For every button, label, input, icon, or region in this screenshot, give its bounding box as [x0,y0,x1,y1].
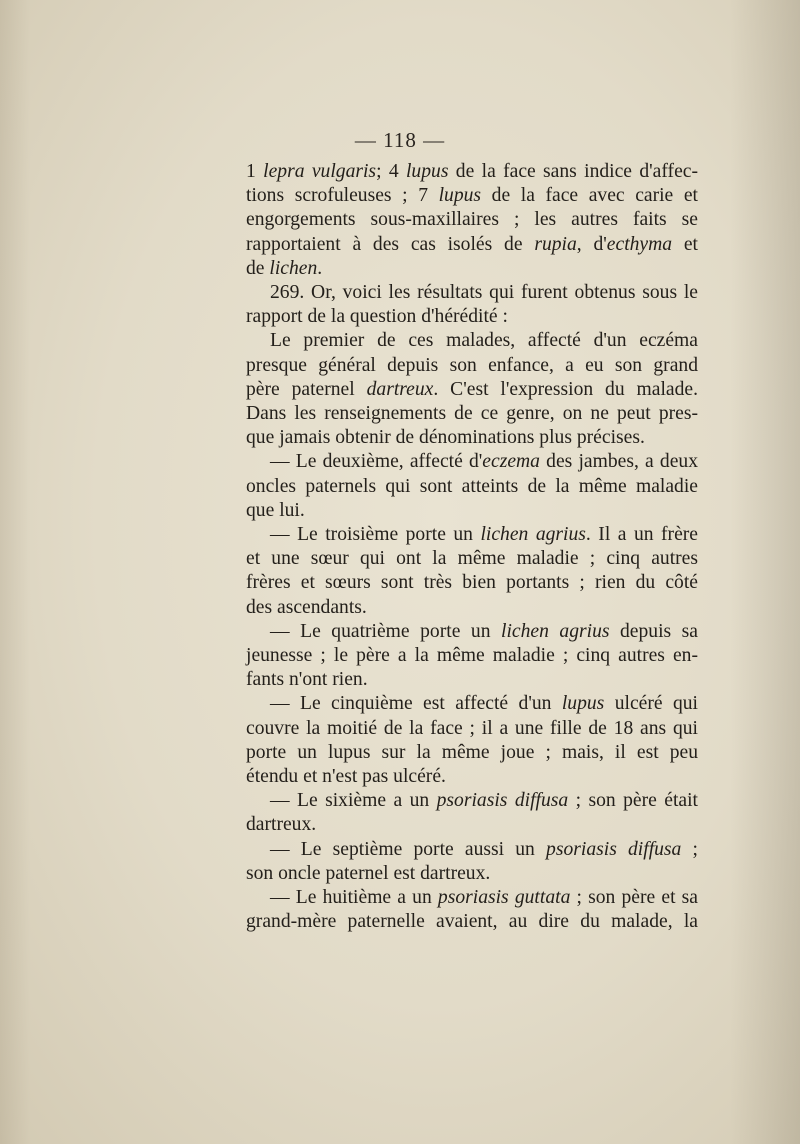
text-segment: ; son père et sa [570,887,698,909]
text-line [246,475,698,499]
text-line [246,354,698,378]
text-segment: et [672,233,698,255]
italic-term: dartreux [366,378,434,400]
italic-term: lepra vulgaris [263,161,377,182]
text-segment: père paternel [246,378,367,400]
italic-term: lupus [561,693,605,715]
text-line [246,596,698,620]
text-segment: — Le cinquième est affecté d'un [270,693,562,715]
text-segment: fants n'ont rien. [246,669,368,691]
text-segment: de la face avec carie et [481,185,698,207]
text-segment: Le premier de ces malades, affecté d'un eczéma [270,330,698,352]
text-line [246,281,698,305]
text-segment: rapport de la question d'hérédité : [246,306,508,328]
text-segment: — Le troisième porte un [270,524,481,546]
text-line [246,813,698,837]
text-line [246,160,698,184]
text-segment: que jamais obtenir de dénominations plus précises. [246,427,645,449]
italic-term: psoriasis diffusa [436,790,569,812]
text-segment: oncles paternels qui sont atteints de la même maladie [246,475,698,497]
text-segment: . C'est l'expression du malade. [433,378,699,400]
text-line [246,499,698,523]
text-segment: ; [681,838,698,860]
text-segment: — Le huitième a un [270,887,438,909]
text-line [246,910,698,934]
text-segment: son oncle paternel est dartreux. [246,862,491,884]
text-line [246,668,698,692]
text-line [246,620,698,644]
text-segment: couvre la moitié de la face ; il a une fille de 18 ans qui [246,717,698,739]
text-line [246,450,698,474]
text-segment: . [317,257,323,279]
text-line [246,886,698,910]
text-segment: tions scrofuleuses ; 7 [246,185,439,207]
text-segment: jeunesse ; le père a la même maladie ; cinq autres en- [246,645,698,667]
text-segment: ; son père était [568,790,698,812]
text-line [246,305,698,329]
text-segment: étendu et n'est pas ulcéré. [246,766,446,788]
text-segment: engorgements sous-maxillaires ; les autres faits se [246,209,698,231]
italic-term: lichen agrius [480,524,586,546]
text-segment: de la face sans indice d'affec- [448,161,698,182]
text-segment: porte un lupus sur la même joue ; mais, il est peu [246,741,698,763]
text-segment: 1 [246,161,264,182]
italic-term: rupia [534,233,577,255]
text-segment: presque général depuis son enfance, a eu son grand [246,354,698,376]
italic-term: eczema [482,451,540,473]
page-gutter-shadow [730,0,800,1144]
text-line [246,644,698,668]
text-line [246,571,698,595]
text-line [246,184,698,208]
italic-term: lichen [269,257,318,279]
text-line [246,765,698,789]
text-segment: — Le septième porte aussi un [270,838,547,860]
text-segment: , d' [576,233,607,255]
text-line [246,547,698,571]
text-line [246,257,698,281]
text-segment: ; 4 [376,161,406,182]
text-line [246,426,698,450]
text-segment: rapportaient à des cas isolés de [246,233,535,255]
text-segment: ulcéré qui [604,693,698,715]
text-segment: dartreux. [246,814,317,836]
text-line [246,523,698,547]
text-segment: — Le sixième a un [270,790,437,812]
italic-term: ecthyma [606,233,673,255]
text-segment: depuis sa [609,620,699,642]
text-segment: des jambes, a deux [539,451,698,473]
text-segment: grand-mère paternelle avaient, au dire du malade, la [246,911,698,933]
text-line [246,741,698,765]
text-line [246,692,698,716]
text-segment: de [246,257,270,279]
text-line [246,862,698,886]
text-segment: frères et sœurs sont très bien portants ; rien du côté [246,572,698,594]
text-line [246,208,698,232]
page-number-header: — 118 — [354,128,446,152]
text-line [246,789,698,813]
text-segment: des ascendants. [246,596,367,618]
italic-term: psoriasis diffusa [546,838,682,860]
italic-term: psoriasis guttata [437,887,571,909]
text-segment: Dans les renseignements de ce genre, on ne peut pres- [246,403,698,425]
italic-term: lupus [405,161,449,182]
text-line [246,402,698,426]
text-line [246,329,698,353]
text-line [246,378,698,402]
italic-term: lichen agrius [501,620,610,642]
text-line [246,717,698,741]
text-line [246,838,698,862]
text-segment: — Le deuxième, affecté d' [270,451,483,473]
text-segment: et une sœur qui ont la même maladie ; cinq autres [246,548,698,570]
text-segment: . Il a un frère [585,524,698,546]
text-segment: que lui. [246,499,305,521]
text-segment: — Le quatrième porte un [270,620,502,642]
page-left-edge [0,0,30,1144]
body-text [246,160,698,935]
text-segment: 269. Or, voici les résultats qui furent obtenus sous le [270,282,698,304]
text-line [246,233,698,257]
italic-term: lupus [438,185,482,207]
